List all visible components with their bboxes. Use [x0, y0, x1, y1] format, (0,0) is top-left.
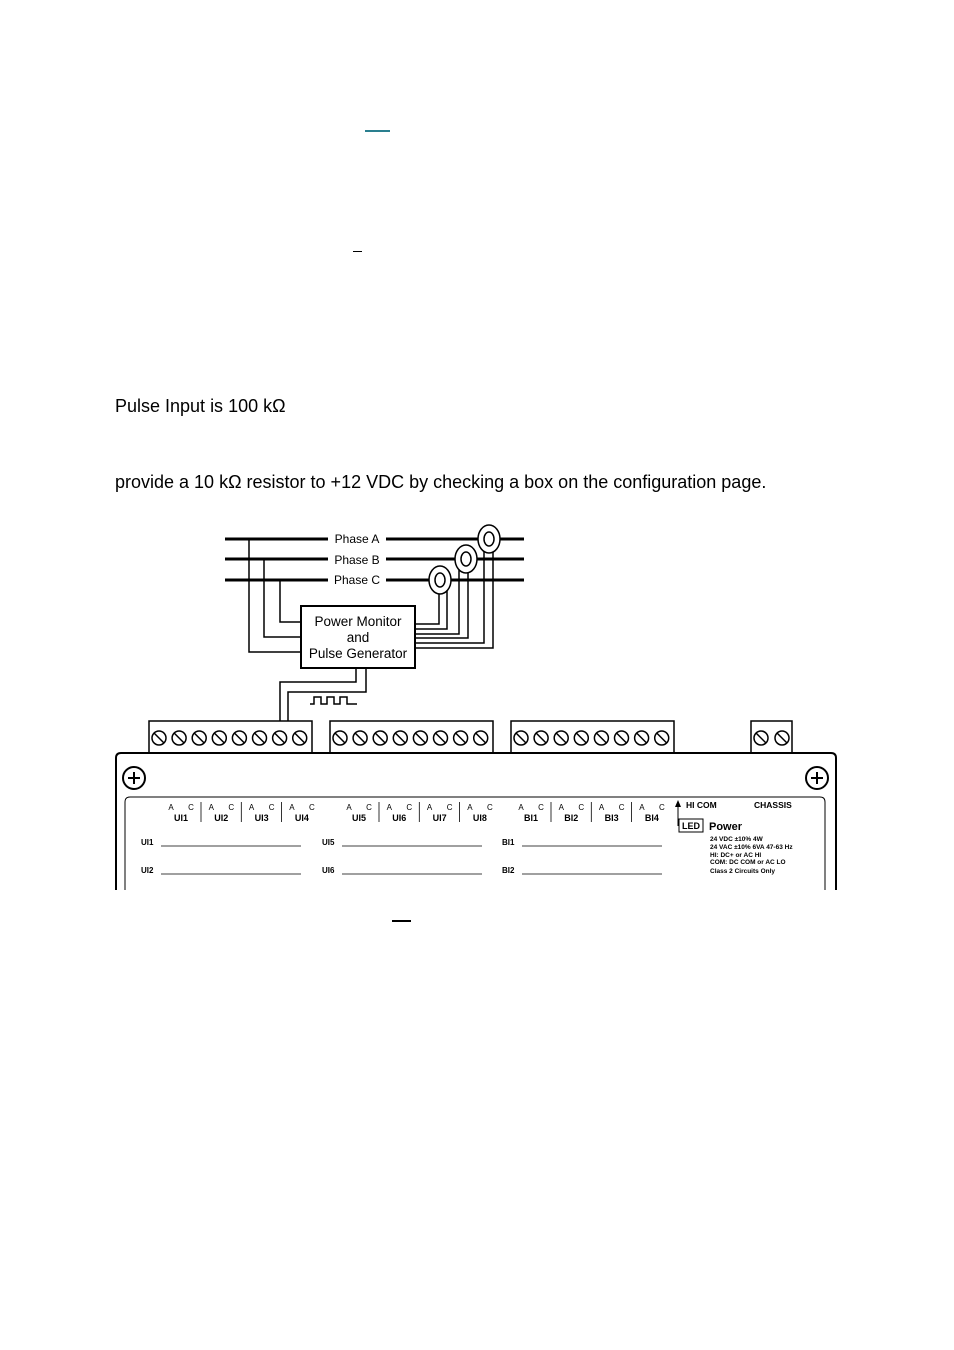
terminal-c-label: C	[446, 803, 453, 812]
terminal-a-label: A	[168, 803, 174, 812]
terminal-screw-icon	[413, 731, 427, 745]
box-label: Pulse Generator	[308, 646, 408, 661]
chassis-label: CHASSIS	[754, 800, 792, 810]
power-spec: HI: DC+ or AC HI	[710, 852, 762, 859]
label-line-name: UI6	[322, 866, 335, 875]
terminal-screw-icon	[434, 731, 448, 745]
led-label: LED	[682, 821, 700, 831]
channel-label: UI5	[351, 813, 367, 823]
power-spec: 24 VAC ±10% 6VA 47-63 Hz	[710, 844, 793, 851]
channel-label: UI4	[294, 813, 309, 823]
resistor-note-text: provide a 10 kΩ resistor to +12 VDC by checking a box on the configuration page.	[115, 472, 767, 492]
terminal-a-label: A	[558, 803, 564, 812]
terminal-screw-icon	[454, 731, 468, 745]
terminal-screw-icon	[293, 731, 307, 745]
phase-label: Phase B	[334, 553, 380, 567]
terminal-a-label: A	[289, 803, 295, 812]
terminal-screw-icon	[615, 731, 629, 745]
terminal-screw-icon	[534, 731, 548, 745]
terminal-a-label: A	[346, 803, 352, 812]
terminal-c-label: C	[309, 803, 315, 812]
channel-label: BI1	[523, 813, 539, 823]
label-line-name: BI1	[502, 838, 515, 847]
terminal-a-label: A	[386, 803, 392, 812]
channel-label: UI1	[173, 813, 189, 823]
terminal-c-label: C	[538, 803, 544, 812]
terminal-a-label: A	[426, 803, 433, 812]
box-label: and	[346, 630, 370, 645]
terminal-screw-icon	[393, 731, 407, 745]
terminal-screw-icon	[373, 731, 387, 745]
terminal-c-label: C	[268, 803, 275, 812]
channel-label: UI8	[472, 813, 487, 823]
label-line-name: BI2	[502, 866, 515, 875]
mount-screw-icon	[806, 767, 828, 789]
label-line-name: UI1	[141, 838, 154, 847]
label-line-name: UI5	[322, 838, 335, 847]
terminal-c-label: C	[487, 803, 493, 812]
terminal-screw-icon	[655, 731, 669, 745]
terminal-screw-icon	[232, 731, 246, 745]
terminal-screw-icon	[212, 731, 226, 745]
hi-com-label: HI COM	[686, 800, 717, 810]
power-spec: 24 VDC ±10% 4W	[710, 836, 763, 843]
terminal-a-label: A	[518, 803, 524, 812]
channel-label: UI7	[432, 813, 447, 823]
terminal-a-label: A	[208, 803, 214, 812]
terminal-screw-icon	[754, 731, 768, 745]
channel-label: BI2	[564, 813, 579, 823]
terminal-c-label: C	[366, 803, 372, 812]
channel-label: BI3	[604, 813, 619, 823]
power-spec: Class 2 Circuits Only	[710, 868, 776, 875]
terminal-c-label: C	[228, 803, 235, 812]
box-label: Power Monitor	[314, 614, 402, 629]
mount-screw-icon	[123, 767, 145, 789]
terminal-screw-icon	[474, 731, 488, 745]
pulse-input-text: Pulse Input is 100 kΩ	[115, 396, 286, 416]
terminal-screw-icon	[353, 731, 367, 745]
channel-label: UI2	[214, 813, 229, 823]
phase-label: Phase C	[333, 573, 381, 587]
terminal-c-label: C	[659, 803, 665, 812]
terminal-c-label: C	[618, 803, 625, 812]
terminal-screw-icon	[775, 731, 789, 745]
terminal-screw-icon	[635, 731, 649, 745]
channel-label: UI6	[392, 813, 407, 823]
channel-label: UI3	[254, 813, 269, 823]
terminal-a-label: A	[467, 803, 473, 812]
terminal-screw-icon	[192, 731, 206, 745]
terminal-screw-icon	[594, 731, 608, 745]
terminal-screw-icon	[333, 731, 347, 745]
terminal-screw-icon	[514, 731, 528, 745]
power-spec: COM: DC COM or AC LO	[710, 859, 786, 866]
terminal-screw-icon	[273, 731, 287, 745]
phase-label: Phase A	[334, 532, 380, 546]
terminal-screw-icon	[253, 731, 267, 745]
power-title: Power	[709, 821, 743, 833]
terminal-c-label: C	[188, 803, 194, 812]
terminal-c-label: C	[578, 803, 585, 812]
channel-label: BI4	[644, 813, 659, 823]
terminal-screw-icon	[554, 731, 568, 745]
terminal-screw-icon	[574, 731, 588, 745]
terminal-a-label: A	[598, 803, 605, 812]
label-line-name: UI2	[141, 866, 154, 875]
terminal-c-label: C	[406, 803, 413, 812]
terminal-screw-icon	[152, 731, 166, 745]
terminal-screw-icon	[172, 731, 186, 745]
terminal-a-label: A	[248, 803, 255, 812]
terminal-a-label: A	[639, 803, 645, 812]
